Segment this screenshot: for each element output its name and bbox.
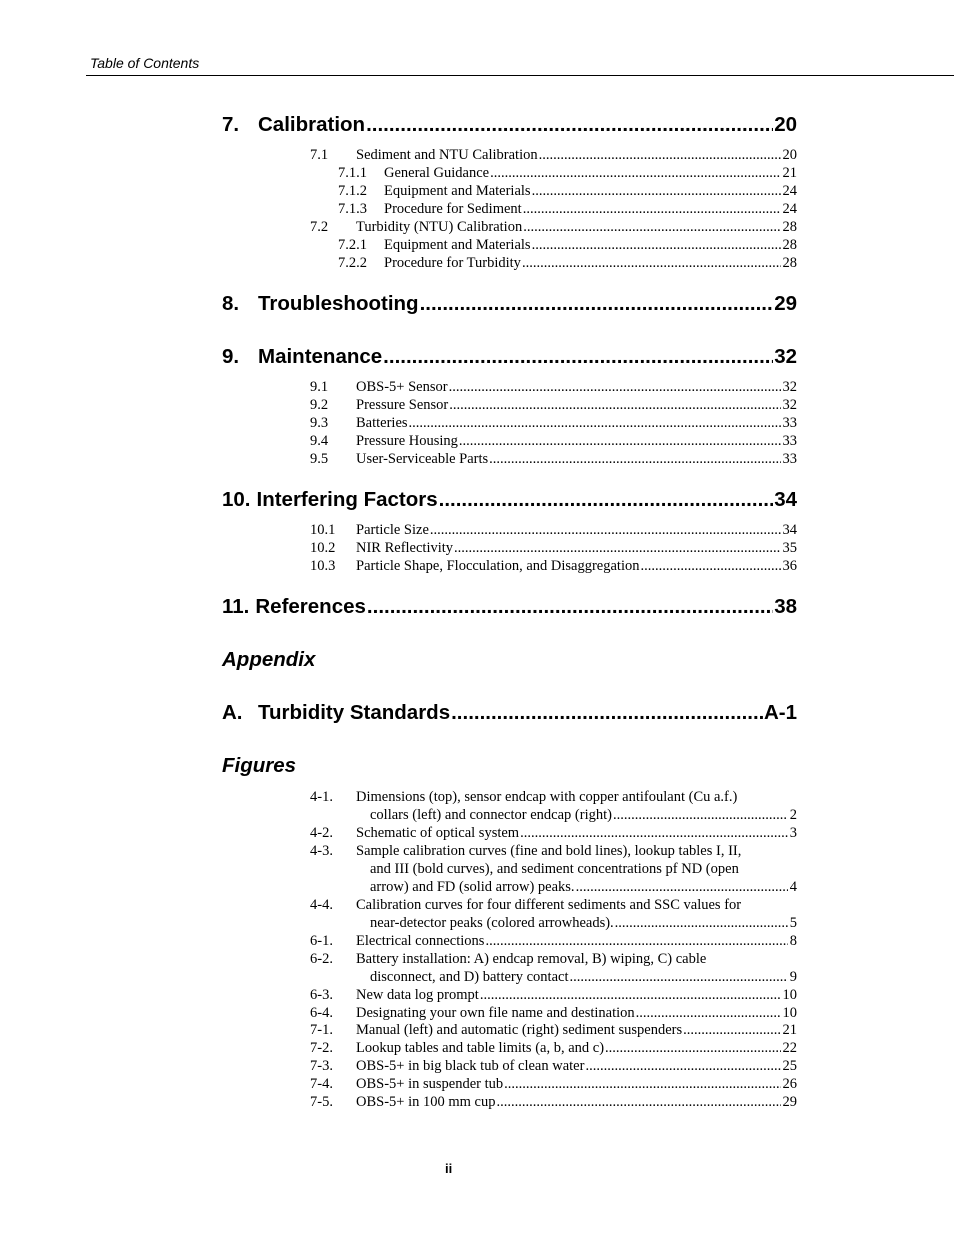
figure-caption-line: near-detector peaks (colored arrowheads). xyxy=(370,915,614,931)
dot-leader xyxy=(636,1004,781,1022)
section-title: Equipment and Materials xyxy=(384,183,531,199)
dot-leader xyxy=(430,521,781,539)
dot-leader xyxy=(449,396,780,414)
toc-chapter-9[interactable] xyxy=(222,345,797,369)
figure-entry-7-5[interactable] xyxy=(310,1093,797,1111)
dot-leader xyxy=(489,450,780,468)
toc-section-7-1-2[interactable] xyxy=(338,182,797,200)
chapter-page: 38 xyxy=(774,595,797,618)
toc-section-9-2[interactable] xyxy=(310,396,797,414)
appendix-heading: Appendix xyxy=(222,648,316,671)
figure-caption-line: Sample calibration curves (fine and bold lines), lookup tables I, II, xyxy=(356,843,742,859)
chapter-title: Maintenance xyxy=(258,345,383,368)
chapter-page: 34 xyxy=(774,488,797,511)
toc-section-9-1[interactable] xyxy=(310,378,797,396)
toc-section-7-1[interactable] xyxy=(310,146,797,164)
figure-caption-line: OBS-5+ in 100 mm cup xyxy=(356,1094,496,1110)
dot-leader xyxy=(520,824,788,842)
dot-leader xyxy=(532,236,781,254)
dot-leader xyxy=(504,1075,780,1093)
toc-section-9-3[interactable] xyxy=(310,414,797,432)
section-number: 10.3 xyxy=(310,558,336,574)
dot-leader xyxy=(366,113,773,137)
figure-entry-7-1[interactable] xyxy=(310,1021,797,1039)
section-title: OBS-5+ Sensor xyxy=(356,379,448,395)
section-title: Turbidity (NTU) Calibration xyxy=(356,219,523,235)
dot-leader xyxy=(585,1057,780,1075)
section-page: 34 xyxy=(782,522,797,538)
section-page: 33 xyxy=(782,415,797,431)
section-page: 28 xyxy=(782,237,797,253)
dot-leader xyxy=(454,539,780,557)
figure-number: 4-1. xyxy=(310,789,333,805)
section-number: 7.1.3 xyxy=(338,201,367,217)
figure-number: 7-2. xyxy=(310,1040,333,1056)
section-title: Procedure for Sediment xyxy=(384,201,522,217)
figure-number: 6-4. xyxy=(310,1005,333,1021)
figure-page: 4 xyxy=(789,879,797,895)
section-title: Equipment and Materials xyxy=(384,237,531,253)
figure-caption-line: Schematic of optical system xyxy=(356,825,520,841)
figure-entry-4-2[interactable] xyxy=(310,824,797,842)
dot-leader xyxy=(367,595,773,619)
section-title: Batteries xyxy=(356,415,408,431)
section-title: Procedure for Turbidity xyxy=(384,255,521,271)
chapter-page: A-1 xyxy=(763,701,797,724)
figure-page: 22 xyxy=(782,1040,797,1056)
chapter-page: 29 xyxy=(774,292,797,315)
figure-entry-7-2[interactable] xyxy=(310,1039,797,1057)
figure-number: 6-3. xyxy=(310,987,333,1003)
toc-section-7-2[interactable] xyxy=(310,218,797,236)
figure-caption-line: Lookup tables and table limits (a, b, and c) xyxy=(356,1040,605,1056)
figure-entry-7-4[interactable] xyxy=(310,1075,797,1093)
figure-page: 3 xyxy=(789,825,797,841)
section-number: 7.1.1 xyxy=(338,165,367,181)
figure-page: 9 xyxy=(789,969,797,985)
figure-caption-line: Dimensions (top), sensor endcap with copper antifoulant (Cu a.f.) xyxy=(356,789,738,805)
figure-entry-4-4[interactable] xyxy=(310,896,797,932)
figure-caption-line: OBS-5+ in big black tub of clean water xyxy=(356,1058,585,1074)
chapter-title: Interfering Factors xyxy=(256,488,438,511)
section-number: 7.1.2 xyxy=(338,183,367,199)
section-title: General Guidance xyxy=(384,165,490,181)
figure-entry-6-4[interactable] xyxy=(310,1004,797,1022)
dot-leader xyxy=(640,557,780,575)
dot-leader xyxy=(523,200,781,218)
dot-leader xyxy=(409,414,781,432)
section-title: Pressure Sensor xyxy=(356,397,449,413)
section-number: 7.1 xyxy=(310,147,329,163)
dot-leader xyxy=(522,254,781,272)
toc-chapter-11[interactable] xyxy=(222,595,797,619)
figure-caption-line: Battery installation: A) endcap removal, B) wiping, C) cable xyxy=(356,951,707,967)
section-page: 21 xyxy=(782,165,797,181)
figure-caption-line: Electrical connections xyxy=(356,933,485,949)
dot-leader xyxy=(576,878,788,896)
toc-section-10-3[interactable] xyxy=(310,557,797,575)
figure-entry-7-3[interactable] xyxy=(310,1057,797,1075)
section-number: 9.3 xyxy=(310,415,329,431)
dot-leader xyxy=(605,1039,780,1057)
toc-section-7-1-1[interactable] xyxy=(338,164,797,182)
section-title: Particle Shape, Flocculation, and Disaggregation xyxy=(356,558,640,574)
section-page: 35 xyxy=(782,540,797,556)
figure-caption-line xyxy=(310,860,797,878)
figure-number: 4-2. xyxy=(310,825,333,841)
dot-leader xyxy=(420,292,774,316)
header-rule xyxy=(86,75,954,76)
figure-page: 25 xyxy=(782,1058,797,1074)
toc-chapter-8[interactable] xyxy=(222,292,797,316)
figure-entry-6-2[interactable] xyxy=(310,950,797,986)
chapter-number: 9. xyxy=(222,345,240,368)
section-page: 32 xyxy=(782,379,797,395)
figure-number: 7-3. xyxy=(310,1058,333,1074)
figure-number: 7-5. xyxy=(310,1094,333,1110)
section-page: 20 xyxy=(782,147,797,163)
section-title: User-Serviceable Parts xyxy=(356,451,489,467)
figure-page: 21 xyxy=(782,1022,797,1038)
dot-leader xyxy=(615,914,788,932)
figure-page: 8 xyxy=(789,933,797,949)
section-number: 9.4 xyxy=(310,433,329,449)
toc-section-9-4[interactable] xyxy=(310,432,797,450)
chapter-title: Troubleshooting xyxy=(258,292,419,315)
section-page: 28 xyxy=(782,219,797,235)
dot-leader xyxy=(683,1021,780,1039)
figure-entry-6-3[interactable] xyxy=(310,986,797,1004)
figure-entry-4-1[interactable] xyxy=(310,788,797,824)
figure-page: 5 xyxy=(789,915,797,931)
figure-page: 2 xyxy=(789,807,797,823)
section-title: NIR Reflectivity xyxy=(356,540,454,556)
dot-leader xyxy=(539,146,781,164)
figure-caption-line: Calibration curves for four different sediments and SSC values for xyxy=(356,897,742,913)
section-page: 36 xyxy=(782,558,797,574)
figure-caption-line: Designating your own file name and destination xyxy=(356,1005,635,1021)
chapter-number: A. xyxy=(222,701,243,724)
dot-leader xyxy=(523,218,780,236)
dot-leader xyxy=(490,164,780,182)
chapter-page: 32 xyxy=(774,345,797,368)
toc-section-10-2[interactable] xyxy=(310,539,797,557)
figures-heading: Figures xyxy=(222,754,297,777)
figure-caption-text: and III (bold curves), and sediment concentrations pf ND (open xyxy=(370,861,739,877)
figure-number: 4-4. xyxy=(310,897,333,913)
section-title: Particle Size xyxy=(356,522,429,538)
section-page: 24 xyxy=(782,183,797,199)
section-number: 9.5 xyxy=(310,451,329,467)
dot-leader xyxy=(449,378,781,396)
toc-section-7-1-3[interactable] xyxy=(338,200,797,218)
section-page: 33 xyxy=(782,433,797,449)
page-number: ii xyxy=(445,1161,453,1176)
section-number: 10.2 xyxy=(310,540,336,556)
figure-number: 6-1. xyxy=(310,933,333,949)
chapter-number: 7. xyxy=(222,113,240,136)
chapter-title: References xyxy=(255,595,366,618)
section-page: 33 xyxy=(782,451,797,467)
section-number: 7.2.2 xyxy=(338,255,367,271)
section-number: 9.1 xyxy=(310,379,329,395)
figure-number: 7-1. xyxy=(310,1022,333,1038)
chapter-title: Turbidity Standards xyxy=(258,701,451,724)
section-page: 32 xyxy=(782,397,797,413)
toc-chapter-7[interactable] xyxy=(222,113,797,137)
figure-caption-line: collars (left) and connector endcap (right) xyxy=(370,807,612,823)
section-title: Sediment and NTU Calibration xyxy=(356,147,538,163)
dot-leader xyxy=(613,806,788,824)
running-header: Table of Contents xyxy=(90,55,200,71)
dot-leader xyxy=(570,968,788,986)
section-number: 7.2 xyxy=(310,219,329,235)
dot-leader xyxy=(451,701,763,725)
figure-caption-line: disconnect, and D) battery contact xyxy=(370,969,569,985)
section-number: 9.2 xyxy=(310,397,329,413)
section-page: 24 xyxy=(782,201,797,217)
toc-section-7-2-1[interactable] xyxy=(338,236,797,254)
chapter-title: Calibration xyxy=(258,113,366,136)
figure-number: 4-3. xyxy=(310,843,333,859)
figure-caption-line: arrow) and FD (solid arrow) peaks. xyxy=(370,879,575,895)
toc-section-7-2-2[interactable] xyxy=(338,254,797,272)
chapter-number: 8. xyxy=(222,292,240,315)
dot-leader xyxy=(532,182,781,200)
figure-number: 7-4. xyxy=(310,1076,333,1092)
chapter-number: 11. xyxy=(222,595,250,618)
figure-page: 26 xyxy=(782,1076,797,1092)
toc-section-9-5[interactable] xyxy=(310,450,797,468)
section-title: Pressure Housing xyxy=(356,433,458,449)
section-number: 7.2.1 xyxy=(338,237,367,253)
dot-leader xyxy=(497,1093,781,1111)
dot-leader xyxy=(459,432,781,450)
figure-caption-line: OBS-5+ in suspender tub xyxy=(356,1076,504,1092)
dot-leader xyxy=(383,345,773,369)
figure-page: 10 xyxy=(782,1005,797,1021)
figure-entry-6-1[interactable] xyxy=(310,932,797,950)
figure-caption-line: Manual (left) and automatic (right) sediment suspenders xyxy=(356,1022,683,1038)
figure-entry-4-3[interactable] xyxy=(310,842,797,896)
chapter-page: 20 xyxy=(774,113,797,136)
chapter-number: 10. xyxy=(222,488,251,511)
figure-caption-line: New data log prompt xyxy=(356,987,479,1003)
figure-page: 10 xyxy=(782,987,797,1003)
section-page: 28 xyxy=(782,255,797,271)
section-number: 10.1 xyxy=(310,522,336,538)
dot-leader xyxy=(480,986,781,1004)
figure-number: 6-2. xyxy=(310,951,333,967)
dot-leader xyxy=(485,932,787,950)
dot-leader xyxy=(439,488,774,512)
toc-chapter-10[interactable] xyxy=(222,488,797,512)
toc-appendix-a[interactable] xyxy=(222,701,797,725)
toc-section-10-1[interactable] xyxy=(310,521,797,539)
figure-page: 29 xyxy=(782,1094,797,1110)
